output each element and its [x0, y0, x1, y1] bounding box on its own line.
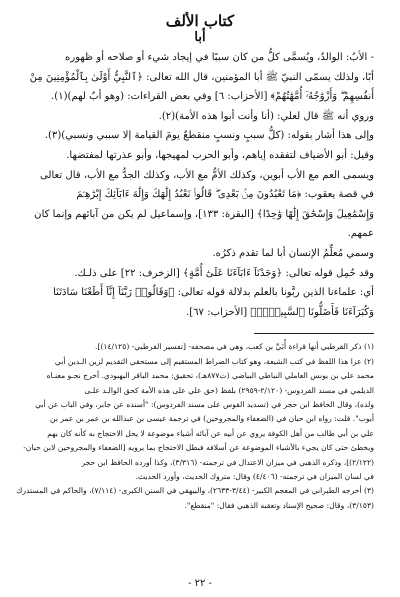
body-line: ويسمى العم مع الأب أبوين، وكذلك الأمُّ مع الأب، وكذلك الجدُّ مع الأب، قال تعالى — [39, 169, 374, 181]
body-line: عمهم. — [347, 228, 374, 240]
body-line: - الأبُ: الوالدُ، ويُسمَّى كلُّ من كان سببًا في إيجاد شيء أو صلاحه أو ظهوره — [65, 52, 374, 63]
body-line: وَإِسْمَٰعِيلَ وَإِسْحَٰقَ إِلَٰهًا وَٰحِدًا﴾ [البقرة: ١٣٣]، وإسماعيل لم يكن من آبائهم وإنما كان — [34, 208, 374, 220]
footnote-line: (٣/١٥٣)، وقال: صحيح الإسناد وتعقبه الذهبي فقال: "منقطع". — [184, 500, 374, 510]
body-line: وقد حُمِل قوله تعالى: ﴿وَجَدْنَآ ءَابَآءَنَا عَلَىٰٓ أُمَّةٍ﴾ [الزخرف: ٢٢] على ذلـك. — [74, 267, 374, 279]
footnote-line: (٢/١٢٢)]، وذكره الذهبي في ميزان الاعتدال في ترجمته- (٣/٣١٦)، وكذا أورده الحافظ ابن حجر — [81, 457, 374, 467]
footnote-line: (١) ذكر القرطبي أنها قراءة أُبَيِّ بن كعب، وهي في مصحفه- [تفسير القرطبي- (١٤/١٢٥)]. — [95, 342, 374, 352]
chapter-title: كتاب الألف — [165, 12, 235, 30]
body-text — [26, 48, 374, 322]
footnote-line: (٢) عزا هذا اللفظ في كتب الشيعة، وهو كتاب الصراط المستقيم إلى مستحقي التقديم لزين الـدين أبي — [54, 356, 374, 366]
footnote-divider — [254, 333, 374, 334]
footnote-line: ولده)، وقال الحافظ ابن حجر في (تسديد القوس على مسند الفردوس): "أسنده عن جابر، وفي الباب عن أبي — [35, 399, 374, 409]
body-line: وسمي مُعلِّمُ الإنسان أبا لما تقدم ذكرُه. — [212, 247, 374, 259]
footnote-line: الديلمي في مسند الفردوس- (٢/١٢٠-٢٩٥٩) بلفظ (حق علي على هذه الأمة كحق الوالـد علـى — [84, 385, 374, 395]
footnote-line: (٣) أخرجه الطبراني في المعجم الكبير- (٣/٤٤-٢٦٣٣)، والبيهقي في السنن الكبرى- (٧/١١٤)، والحاكم في المستدرك — [16, 486, 374, 496]
body-line: في قصة يعقوب: ﴿مَا تَعْبُدُونَ مِنۢ بَعْدِى ۖ قَالُوا۟ نَعْبُدُ إِلَٰهَكَ وَإِلَٰهَ ءَابَآئِكَ إِبْرَٰهِـۧمَ — [76, 189, 374, 201]
body-line: وَكُبَرَآءَنَا فَأَضَلُّونَا ٱلسَّبِيلَا۠﴾ [الأحزاب: ٦٧]. — [185, 306, 374, 318]
body-line: أي: علماءنا الذين ربَّونا بالعلم بدلالة قوله تعالى: ﴿وَقَالُوا۟ رَبَّنَآ إِنَّآ أَطَعْنَا سَادَتَنَا — [53, 287, 374, 299]
footnote-line: علي بن أبي طالب من أهل الكوفة يروي عن أبيه عن آبائه أشياء موضوعة لا يحل الاحتجاج به كأنه كان يهم — [47, 428, 374, 438]
footnote-line: في لسان الميزان في ترجمته- (٤/٤٠٦) وقال: متروك الحديث، وأورد الحديث. — [135, 471, 374, 481]
footnote-line: ويخطئ حتى كان يجيء بالأشياء الموضوعة عن أسلافه فبطل الاحتجاج بما يرويه [الضعفاء والمجروحين لابن حبان- — [23, 443, 374, 453]
footnote-line: أيوب". قلت: رواه ابن حبان في (الضعفاء والمجروحين) في ترجمة عيسى بن عبدالله بن عمر بن عمر بن — [50, 414, 374, 424]
body-line: أَنفُسِهِمْ ۖ وَأَزْوَٰجُهُۥٓ أُمَّهَٰتُهُمْ﴾ [الأحزاب: ٦] وفي بعض القراءات: (وهو أبٌ لهم)(١). — [51, 91, 374, 103]
body-line: وإلى هذا أشار بقوله: (كلُّ سببٍ ونسبٍ منقطعٌ يومَ القيامة إلا سببي ونسبي)(٣). — [44, 130, 374, 142]
footnotes — [16, 340, 374, 513]
section-title: أبا — [194, 30, 206, 45]
body-line: أبًا، ولذلك يسمّى النبيّ ﷺ أبا المؤمنين، قال الله تعالى: ﴿ٱلنَّبِيُّ أَوْلَىٰ بِٱلْمُؤْمِنِينَ مِنْ — [29, 71, 374, 83]
body-line: وروي أنه ﷺ قال لعلي: (أنا وأنت أبوا هذه الأمة)(٢). — [158, 110, 374, 122]
body-line: وقيل: أبو الأضياف لتفقده إياهم، وأبو الحرب لمهيجها، وأبو عذرتها لمفتضها. — [66, 149, 374, 161]
footnote-line: محمد علي بن يونس العاملي النباطي البياضي (ت٨٧٧هـ)، تحقيق: محمد الباقر البهبودي. أخرج نحـو معنـاه — [46, 371, 374, 381]
page-number: - ٢٢ - — [188, 578, 212, 589]
